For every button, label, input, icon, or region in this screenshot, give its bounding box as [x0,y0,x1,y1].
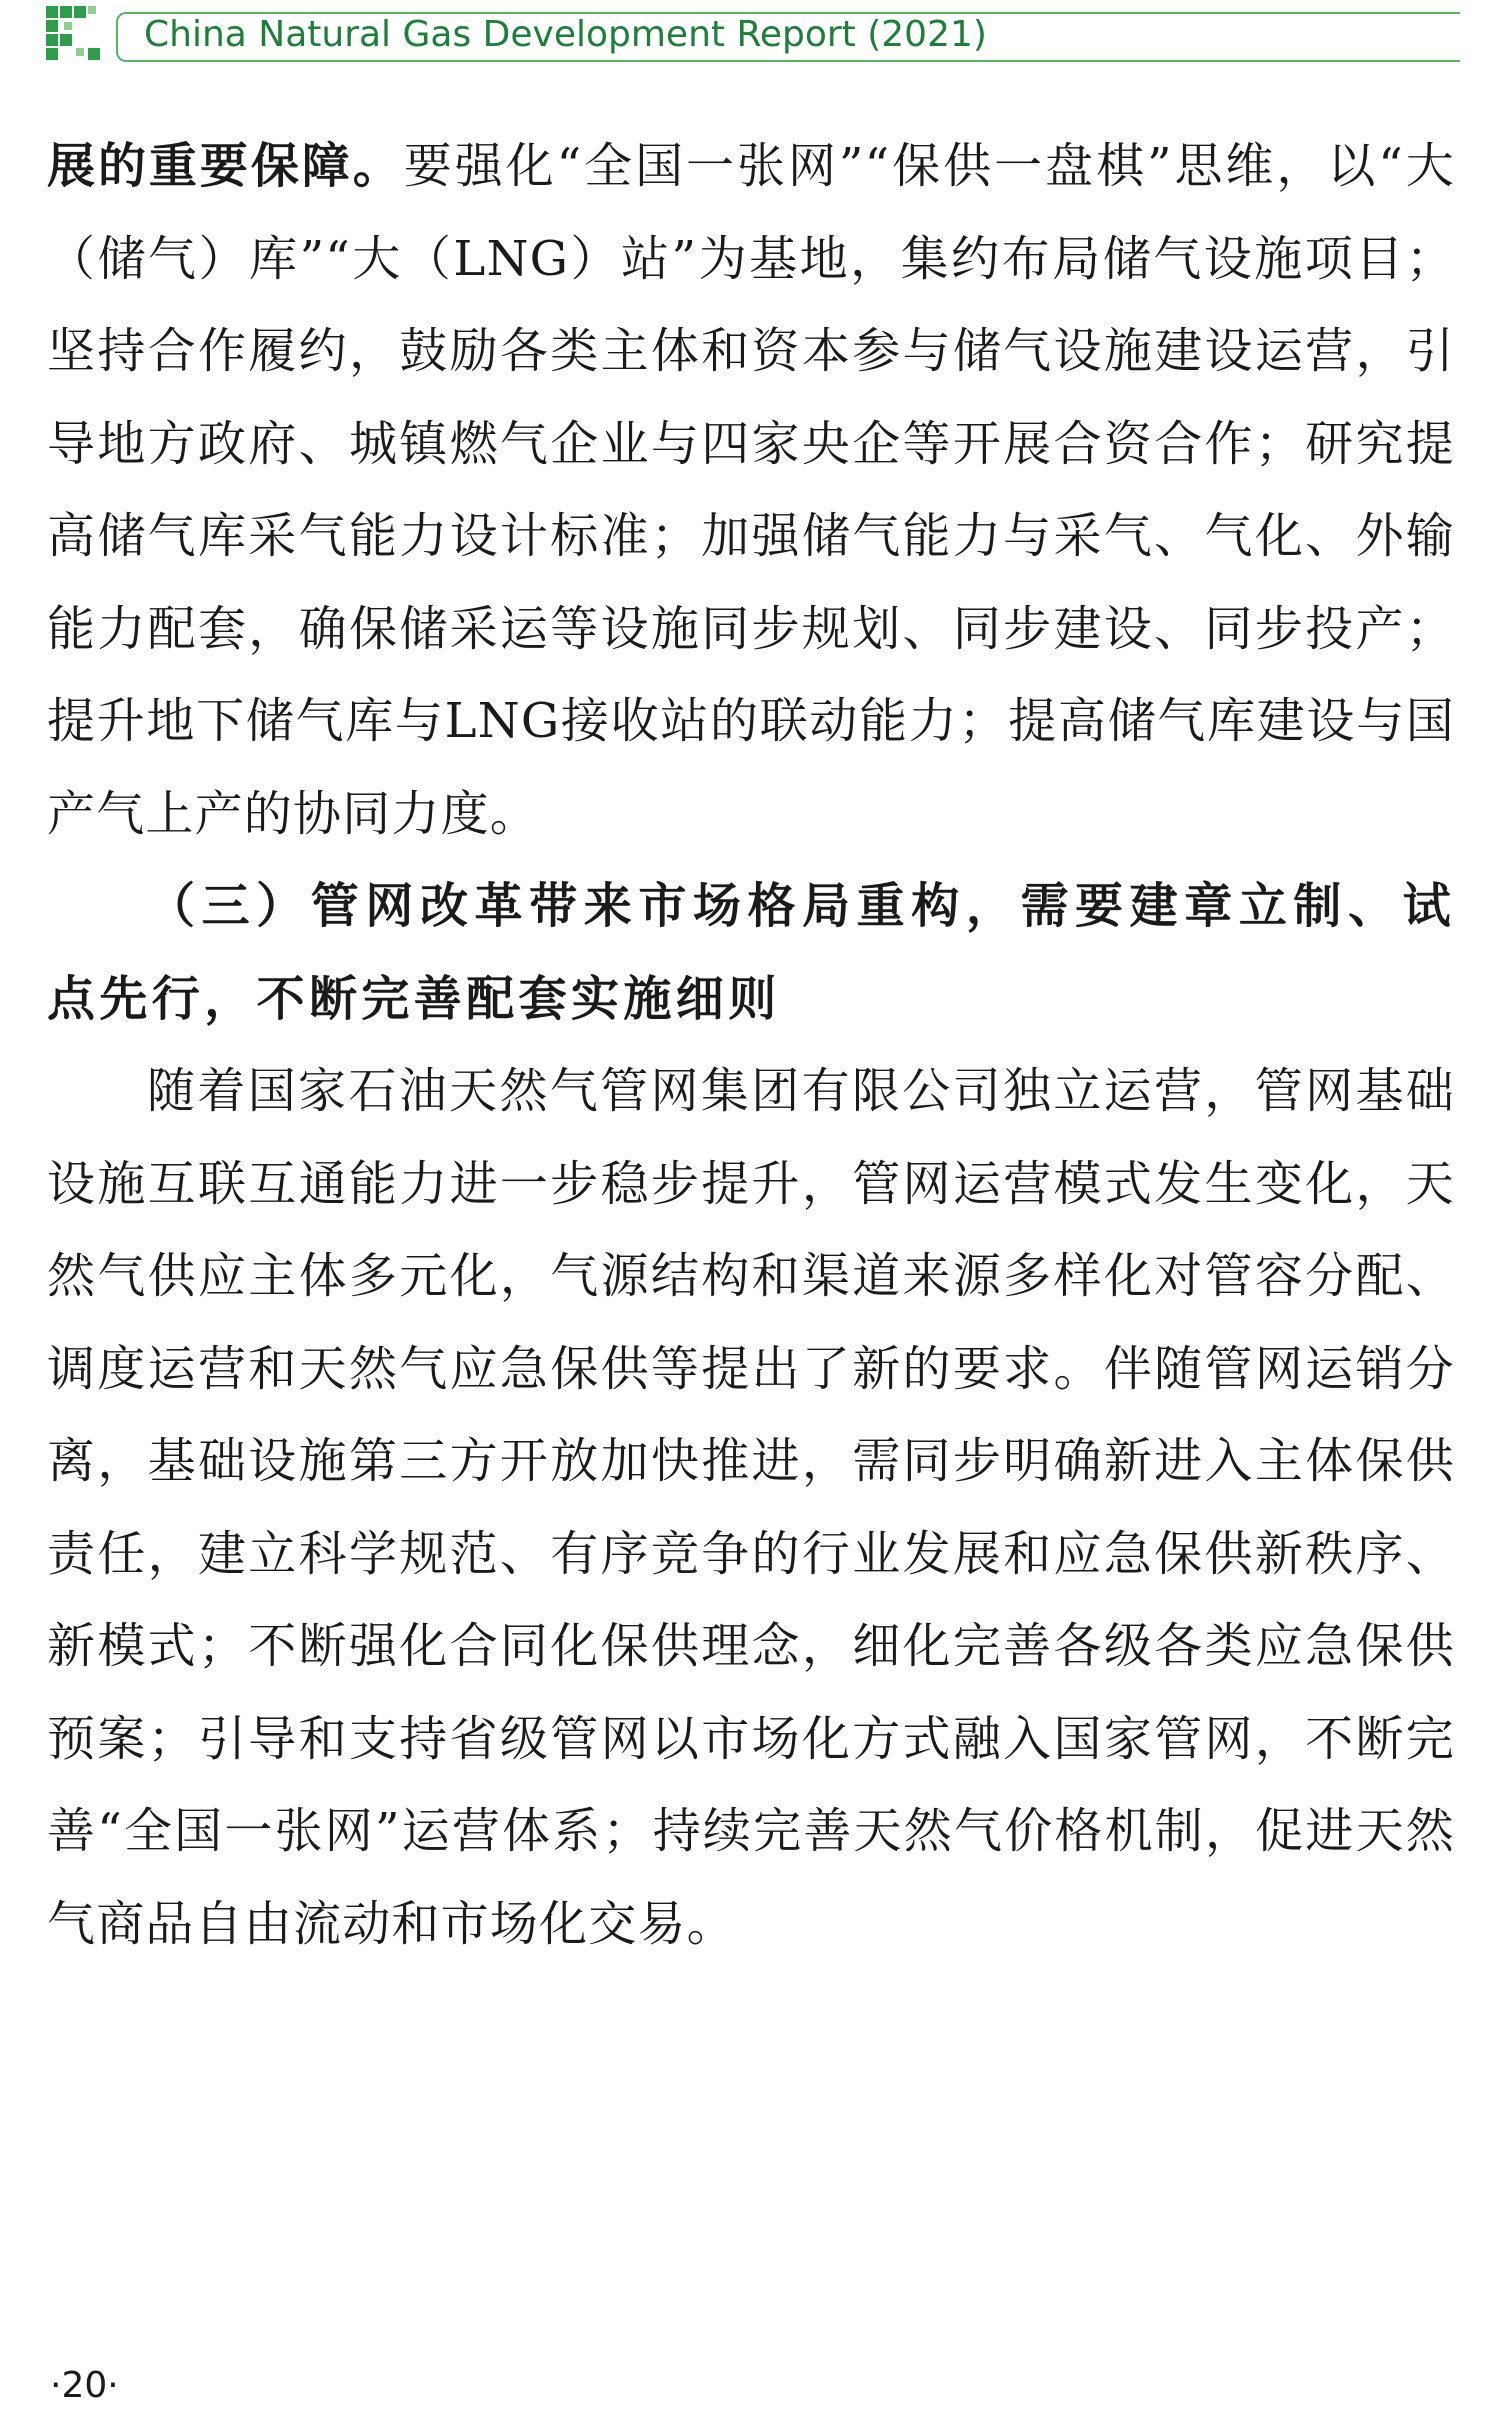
page-header [40,6,1460,68]
paragraph-lead-bold: 展的重要保障。 [47,138,404,194]
green-pixel-logo-icon [46,6,126,64]
report-title: China Natural Gas Development Report (2021) [144,14,987,55]
paragraph-pipeline-reform: 随着国家石油天然气管网集团有限公司独立运营，管网基础设施互联互通能力进一步稳步提升，管网运营模式发生变化，天然气供应主体多元化，气源结构和渠道来源多样化对管容分配、调度运营和天然气应急保供等提出了新的要求。伴随管网运销分离，基础设施第三方开放加快推进，需同步明确新进入主体保供责任，建立科学规范、有序竞争的行业发展和应急保供新秩序、新模式；不断强化合同化保供理念，细化完善各级各类应急保供预案；引导和支持省级管网以市场化方式融入国家管网，不断完善“全国一张网”运营体系；持续完善天然气价格机制，促进天然气商品自由流动和市场化交易。 [47,1063,1455,1952]
page-content [47,120,1455,1970]
paragraph-storage-measures [47,120,1455,860]
section-heading: （三）管网改革带来市场格局重构，需要建章立制、试点先行，不断完善配套实施细则 [47,878,1455,1027]
page-number: ·20· [50,2365,119,2406]
paragraph-text: 要强化“全国一张网”“保供一盘棋”思维，以“大（储气）库”“大（LNG）站”为基地，集约布局储气设施项目；坚持合作履约，鼓励各类主体和资本参与储气设施建设运营，引导地方政府、城镇燃气企业与四家央企等开展合资合作；研究提高储气库采气能力设计标准；加强储气能力与采气、气化、外输能力配套，确保储采运等设施同步规划、同步建设、同步投产；提升地下储气库与LNG接收站的联动能力；提高储气库建设与国产气上产的协同力度。 [47,138,1455,842]
